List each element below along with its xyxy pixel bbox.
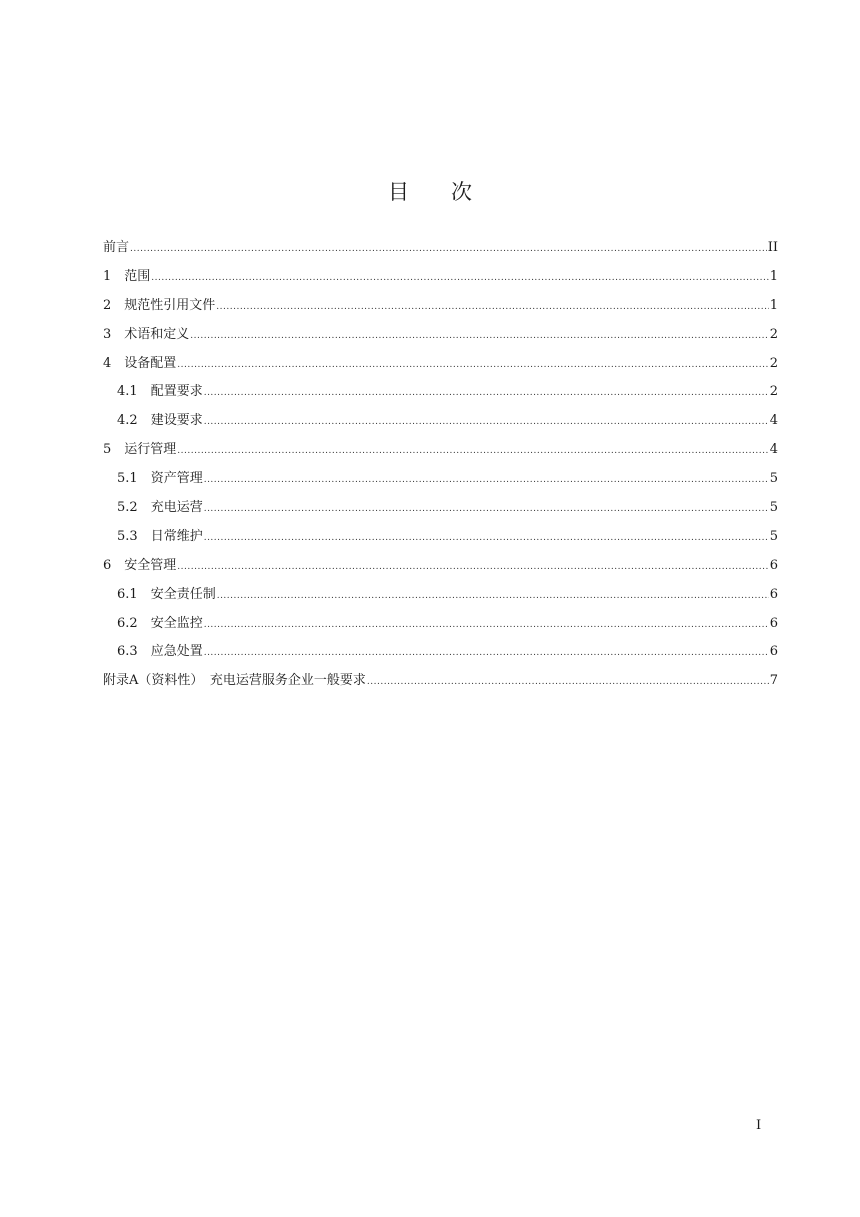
toc-entry-number: 5.3 bbox=[117, 528, 151, 544]
toc-entry-page: 7 bbox=[769, 673, 778, 689]
toc-entry-page: II bbox=[767, 240, 778, 255]
toc-entry-label: 资产管理 bbox=[150, 471, 203, 487]
toc-entry-label: 日常维护 bbox=[150, 528, 203, 544]
toc-entry-2[interactable] bbox=[103, 294, 778, 323]
toc-entry-number: 5.1 bbox=[117, 471, 151, 487]
toc-entry-3[interactable] bbox=[103, 323, 778, 352]
toc-entry-number: 4 bbox=[103, 355, 125, 371]
toc-dot-leader bbox=[204, 613, 769, 637]
toc-entry-label: 安全监控 bbox=[150, 615, 203, 631]
toc-entry-5[interactable] bbox=[103, 438, 778, 467]
page-number: I bbox=[756, 1118, 762, 1133]
toc-entry-page: 4 bbox=[769, 413, 778, 429]
toc-entry-number: 6.2 bbox=[117, 615, 151, 631]
toc-entry-page: 2 bbox=[769, 384, 778, 400]
toc-entry-page: 1 bbox=[769, 268, 778, 284]
toc-dot-leader bbox=[367, 670, 769, 694]
toc-entry-label: 建设要求 bbox=[150, 413, 203, 429]
toc-dot-leader bbox=[177, 439, 768, 463]
toc-entry-5-2[interactable] bbox=[103, 496, 778, 525]
toc-entry-page: 6 bbox=[769, 644, 778, 660]
toc-entry-page: 5 bbox=[769, 500, 778, 516]
toc-entry-6-2[interactable] bbox=[103, 612, 778, 641]
toc-entry-number: 4.2 bbox=[117, 413, 151, 429]
toc-entry-label: 安全管理 bbox=[124, 557, 177, 573]
toc-entry-6-1[interactable] bbox=[103, 583, 778, 612]
toc-entry-number: 5.2 bbox=[117, 500, 151, 516]
toc-entry-page: 2 bbox=[769, 355, 778, 371]
table-of-contents bbox=[103, 236, 778, 698]
toc-dot-leader bbox=[204, 468, 769, 492]
toc-dot-leader bbox=[216, 295, 768, 319]
toc-entry-label: 设备配置 bbox=[124, 355, 177, 371]
toc-entry-label: 规范性引用文件 bbox=[124, 297, 216, 313]
toc-entry-label: 前言 bbox=[103, 240, 130, 255]
toc-entry-number: 4.1 bbox=[117, 384, 151, 400]
toc-entry-page: 5 bbox=[769, 471, 778, 487]
toc-dot-leader bbox=[130, 237, 767, 261]
toc-entry-number: 6 bbox=[103, 557, 125, 573]
toc-entry-1[interactable] bbox=[103, 265, 778, 294]
toc-entry-number: 5 bbox=[103, 442, 125, 458]
toc-entry-6-3[interactable] bbox=[103, 640, 778, 669]
toc-entry-number: 6.3 bbox=[117, 644, 151, 660]
toc-dot-leader bbox=[177, 353, 768, 377]
toc-dot-leader bbox=[204, 381, 769, 405]
toc-entry-number: 6.1 bbox=[117, 586, 151, 602]
toc-entry-5-3[interactable] bbox=[103, 525, 778, 554]
page-title: 目 次 bbox=[388, 180, 472, 204]
toc-entry-page: 4 bbox=[769, 442, 778, 458]
toc-dot-leader bbox=[204, 641, 769, 665]
toc-dot-leader bbox=[217, 584, 769, 608]
toc-entry-page: 1 bbox=[769, 297, 778, 313]
toc-entry-label: 充电运营服务企业一般要求 bbox=[209, 673, 366, 689]
toc-entry-label: 术语和定义 bbox=[124, 326, 190, 342]
toc-entry-label: 安全责任制 bbox=[150, 586, 216, 602]
toc-entry-page: 6 bbox=[769, 586, 778, 602]
toc-dot-leader bbox=[204, 410, 769, 434]
toc-entry-label: 应急处置 bbox=[150, 644, 203, 660]
toc-entry-page: 2 bbox=[769, 326, 778, 342]
toc-entry-4-1[interactable] bbox=[103, 380, 778, 409]
toc-entry-number: 附录A（资料性） bbox=[103, 673, 210, 689]
toc-entry-number: 2 bbox=[103, 297, 125, 313]
toc-entry-page: 6 bbox=[769, 557, 778, 573]
toc-dot-leader bbox=[177, 555, 768, 579]
toc-entry-appendix-a[interactable] bbox=[103, 669, 778, 698]
toc-entry-label: 配置要求 bbox=[150, 384, 203, 400]
toc-entry-label: 范围 bbox=[124, 268, 151, 284]
toc-entry-number: 3 bbox=[103, 326, 125, 342]
toc-entry-number: 1 bbox=[103, 268, 125, 284]
toc-entry-label: 充电运营 bbox=[150, 500, 203, 516]
toc-dot-leader bbox=[151, 266, 768, 290]
toc-entry-4-2[interactable] bbox=[103, 409, 778, 438]
toc-entry-page: 5 bbox=[769, 528, 778, 544]
toc-entry-4[interactable] bbox=[103, 352, 778, 381]
toc-entry-page: 6 bbox=[769, 615, 778, 631]
toc-dot-leader bbox=[190, 324, 768, 348]
toc-entry-preface[interactable] bbox=[103, 236, 778, 265]
toc-entry-6[interactable] bbox=[103, 554, 778, 583]
toc-dot-leader bbox=[204, 526, 769, 550]
toc-entry-5-1[interactable] bbox=[103, 467, 778, 496]
toc-entry-label: 运行管理 bbox=[124, 442, 177, 458]
toc-dot-leader bbox=[204, 497, 769, 521]
